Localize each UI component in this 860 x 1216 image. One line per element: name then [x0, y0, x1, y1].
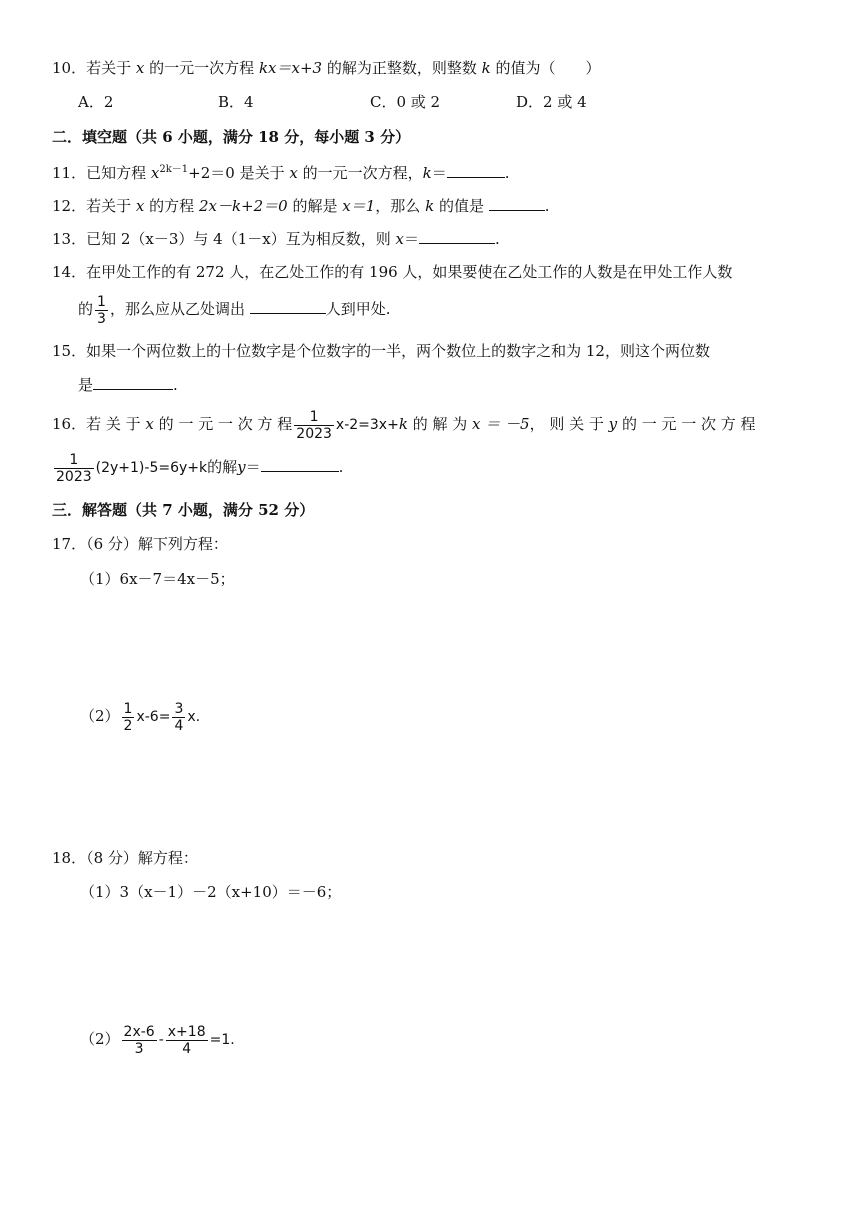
- fraction: [166, 1024, 208, 1057]
- question-text: ， 则 关 于: [529, 415, 604, 433]
- answer-blank[interactable]: [250, 298, 326, 314]
- period: .: [173, 376, 178, 394]
- answer-blank[interactable]: [447, 162, 505, 178]
- variable: k: [398, 415, 408, 433]
- fraction: [95, 294, 108, 327]
- variable: x: [395, 230, 404, 248]
- fraction: [122, 1024, 157, 1057]
- question-text: 是关于: [239, 164, 285, 182]
- section-title: 二．填空题（共 6 小题，满分 18 分，每小题 3 分）: [52, 128, 411, 146]
- question-text: ，那么应从乙处调出: [109, 300, 245, 318]
- question-12: [52, 195, 550, 216]
- fraction-numerator: 1: [123, 700, 133, 717]
- question-text: 的一元一次方程: [149, 59, 255, 77]
- question-text: 的值为（ ）: [495, 59, 601, 77]
- option-d: D．2 或 4: [516, 93, 587, 111]
- variable: k: [422, 164, 432, 182]
- question-text: ＝: [431, 164, 447, 182]
- question-text: 若关于: [86, 197, 132, 215]
- equation-tail: +2＝0: [188, 164, 235, 182]
- fraction-numerator: 1: [97, 293, 106, 310]
- part-label: （2）: [80, 707, 120, 725]
- fraction-denominator: 4: [174, 717, 184, 734]
- fraction: [54, 452, 94, 485]
- answer-blank[interactable]: [93, 374, 173, 390]
- question-text: 在甲处工作的有 272 人，在乙处工作的有 196 人，如果要使在乙处工作的人数是在甲处工作人数: [86, 263, 733, 281]
- solution: x＝1: [342, 197, 376, 215]
- question-text: ，那么: [375, 197, 421, 215]
- fraction-numerator: 2x-6: [123, 1023, 155, 1040]
- question-15: [52, 341, 710, 361]
- question-text: 若 关 于: [86, 415, 141, 433]
- question-11: [52, 162, 510, 183]
- equation: kx＝x+3: [258, 59, 323, 77]
- answer-blank[interactable]: [261, 456, 339, 472]
- period: .: [544, 197, 550, 215]
- question-text: ＝: [403, 230, 419, 248]
- equation-base: x: [150, 164, 160, 182]
- question-text: 的一元一次方程，: [302, 164, 423, 182]
- part-label: （2）: [80, 1030, 120, 1048]
- question-17-title: 17．（6 分）解下列方程：: [52, 535, 228, 553]
- equation: 2x－k+2＝0: [198, 197, 288, 215]
- question-text: 的解是: [292, 197, 338, 215]
- question-14: [52, 262, 732, 282]
- question-text: 人到甲处.: [325, 300, 391, 318]
- question-text: 的值是: [438, 197, 484, 215]
- fraction-numerator: 3: [174, 700, 184, 717]
- variable: x: [135, 197, 145, 215]
- period: .: [338, 458, 344, 476]
- option-c: C．0 或 2: [370, 93, 441, 111]
- period: .: [495, 230, 500, 248]
- question-text: 的 解 为: [412, 415, 468, 433]
- equation-exponent: 2k－1: [159, 164, 189, 175]
- question-text: 已知 2（x－3）与 4（1－x）互为相反数，则: [86, 230, 391, 248]
- answer-blank[interactable]: [489, 195, 545, 211]
- question-text: 的解: [207, 458, 238, 476]
- equation-part: x.: [187, 709, 201, 725]
- fraction-denominator: 2023: [56, 468, 92, 485]
- variable: k: [481, 59, 491, 77]
- question-text: ＝: [245, 458, 261, 476]
- question-17-part-1: （1）6x－7＝4x－5；: [80, 570, 235, 588]
- equation-tail: (2y+1)-5=6y+k: [95, 460, 208, 476]
- question-number: 14．: [52, 263, 87, 281]
- question-number: 13．: [52, 230, 87, 248]
- fraction: [172, 701, 185, 734]
- question-text: 的 一 元 一 次 方 程: [621, 415, 756, 433]
- option-a: A．2: [78, 93, 114, 111]
- fraction-denominator: 3: [134, 1040, 144, 1057]
- question-17-part-2: [80, 698, 200, 735]
- fraction-numerator: x+18: [167, 1023, 206, 1040]
- question-15-line-2: [78, 374, 178, 395]
- variable: k: [425, 197, 435, 215]
- question-14-line-2: [78, 291, 391, 327]
- option-b: B．4: [218, 93, 254, 111]
- question-text: 如果一个两位数上的十位数字是个位数字的一半，两个数位上的数字之和为 12，则这个两位数: [86, 342, 710, 360]
- question-16: [52, 406, 756, 443]
- question-18-part-2: [80, 1021, 235, 1058]
- question-number: 11．: [52, 164, 87, 182]
- variable: y: [237, 458, 246, 476]
- fraction-numerator: 1: [294, 409, 334, 426]
- section-title: 三．解答题（共 7 小题，满分 52 分）: [52, 501, 315, 519]
- question-text: 的 一 元 一 次 方 程: [158, 415, 293, 433]
- question-text: 的方程: [149, 197, 195, 215]
- question-text: 的: [78, 300, 94, 318]
- fraction-numerator: 1: [54, 452, 94, 469]
- variable: y: [608, 415, 618, 433]
- question-number: 10．: [52, 59, 87, 77]
- fraction-denominator: 2: [123, 717, 133, 734]
- question-number: 16．: [52, 415, 87, 433]
- variable: x: [289, 164, 298, 182]
- fraction-denominator: 3: [97, 310, 106, 327]
- question-10: [52, 58, 601, 78]
- fraction-denominator: 4: [182, 1040, 192, 1057]
- question-text: 的解为正整数，则整数: [326, 59, 477, 77]
- question-text: 若关于: [86, 59, 132, 77]
- equation-tail: x-2=3x+: [335, 417, 399, 433]
- question-18-title: 18．（8 分）解方程：: [52, 849, 198, 867]
- question-13: [52, 228, 500, 249]
- fraction: [122, 701, 135, 734]
- question-number: 15．: [52, 342, 87, 360]
- equation-part: -: [158, 1032, 164, 1048]
- fraction: [294, 409, 334, 442]
- fraction-denominator: 2023: [296, 425, 332, 442]
- question-text: 已知方程: [86, 164, 147, 182]
- question-number: 12．: [52, 197, 87, 215]
- question-16-line-2: [52, 449, 343, 486]
- variable: x: [135, 59, 145, 77]
- period: .: [504, 164, 510, 182]
- solution: x ＝ －5: [472, 415, 530, 433]
- question-text: 是: [78, 376, 94, 394]
- variable: x: [145, 415, 154, 433]
- equation-part: =1.: [209, 1032, 235, 1048]
- answer-blank[interactable]: [419, 228, 495, 244]
- question-18-part-1: （1）3（x－1）－2（x+10）＝－6；: [80, 883, 342, 901]
- equation-part: x-6=: [136, 709, 171, 725]
